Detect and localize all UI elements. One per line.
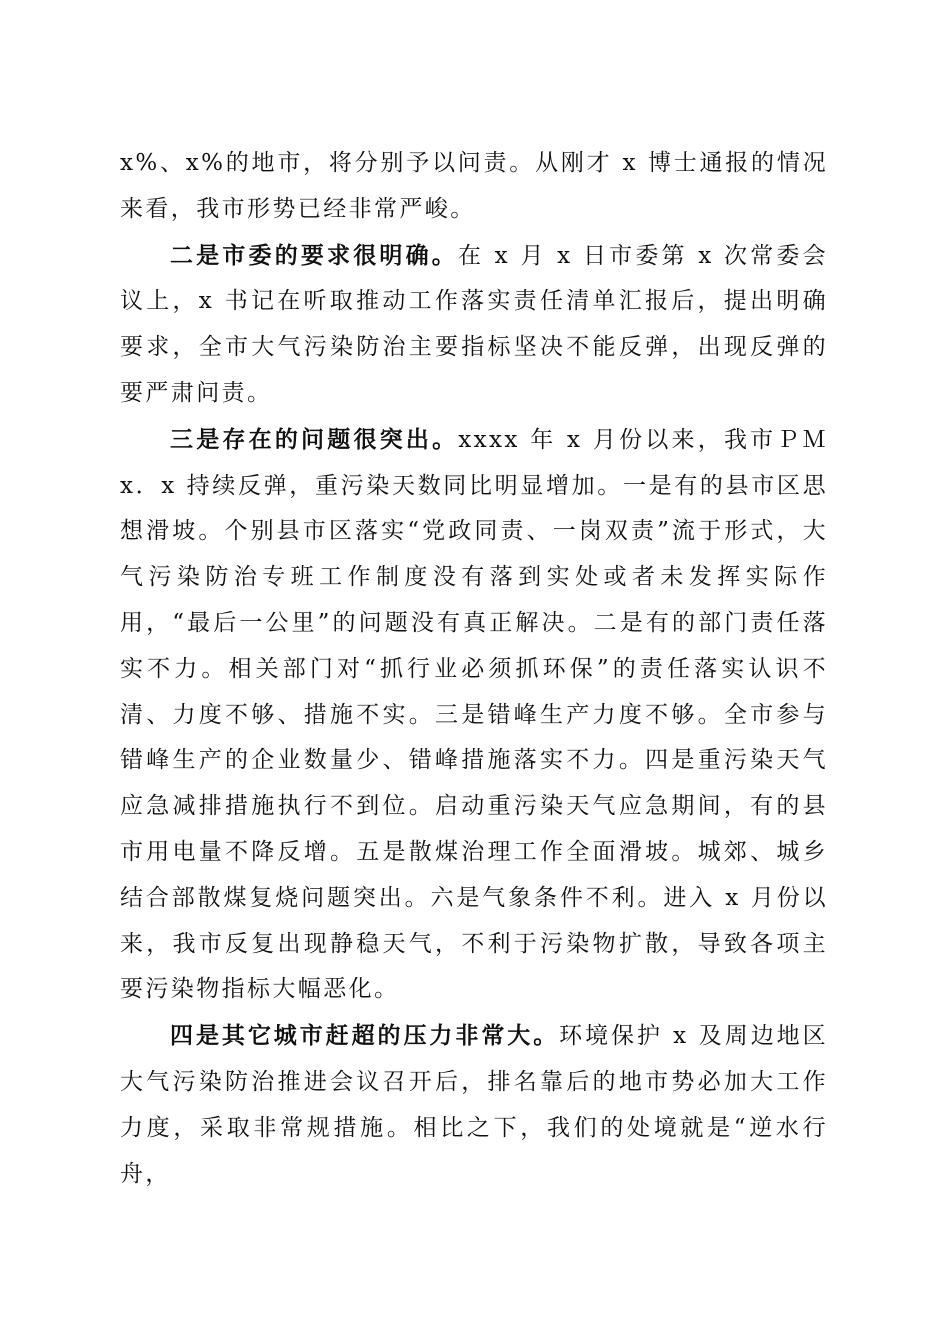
paragraph-text: x%、x%的地市，将分别予以问责。从刚才 x 博士通报的情况来看，我市形势已经非常严峻。	[120, 150, 828, 222]
paragraph-text: 环境保护 x 及周边地区大气污染防治推进会议召开后，排名靠后的地市势必加大工作力度，采取非常规措施。相比之下，我们的处境就是“逆水行舟，	[120, 1023, 828, 1187]
paragraph-3	[120, 417, 828, 1013]
paragraph-lead-heading: 二是市委的要求很明确。	[170, 241, 458, 269]
paragraph-2	[120, 233, 828, 417]
document-body	[120, 141, 828, 1197]
paragraph-text: 在 x 月 x 日市委第 x 次常委会议上，x 书记在听取推动工作落实责任清单汇报后，提出明确要求，全市大气污染防治主要指标坚决不能反弹，出现反弹的要严肃问责。	[120, 242, 828, 406]
paragraph-continuation	[120, 141, 828, 233]
paragraph-lead-heading: 三是存在的问题很突出。	[170, 425, 459, 453]
paragraph-4	[120, 1013, 828, 1197]
paragraph-text: xxxx 年 x 月份以来，我市ＰＭ x．x 持续反弹，重污染天数同比明显增加。一是有的县市区思想滑坡。个别县市区落实“党政同责、一岗双责”流于形式，大气污染防治专班工作制度没有落到实处或者未发挥实际作用，“最后一公里”的问题没有真正解决。二是有的部门责任落实不力。相关部门对“抓行业必须抓环保”的责任落实认识不清、力度不够、措施不实。三是错峰生产力度不够。全市参与错峰生产的企业数量少、错峰措施落实不力。四是重污染天气应急减排措施执行不到位。启动重污染天气应急期间，有的县市用电量不降反增。五是散煤治理工作全面滑坡。城郊、城乡结合部散煤复烧问题突出。六是气象条件不利。进入 x 月份以来，我市反复出现静稳天气，不利于污染物扩散，导致各项主要污染物指标大幅恶化。	[120, 426, 828, 1003]
paragraph-lead-heading: 四是其它城市赶超的压力非常大。	[170, 1022, 560, 1050]
